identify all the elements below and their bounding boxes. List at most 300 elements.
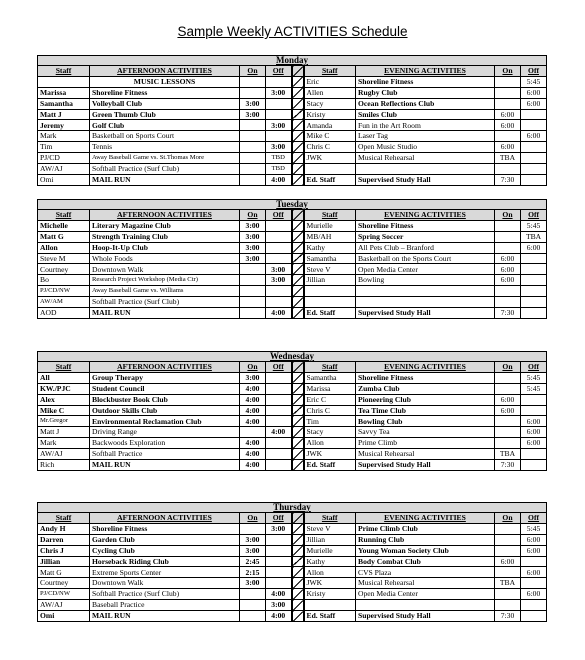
staff-cell: Eric — [304, 76, 356, 87]
separator — [292, 87, 304, 98]
off-time-cell — [266, 416, 292, 427]
staff-header: Staff — [304, 513, 356, 524]
evening-activity-cell: Open Media Center — [356, 264, 495, 275]
on-time-cell — [240, 589, 266, 600]
separator — [292, 76, 304, 87]
on-time-cell — [240, 427, 266, 438]
table-row — [38, 427, 547, 438]
staff-cell: Amanda — [304, 120, 356, 131]
table-row — [38, 98, 547, 109]
table-row — [38, 253, 547, 264]
monday-table — [37, 55, 547, 186]
off-time-cell — [521, 297, 547, 308]
day-header-row — [38, 503, 547, 513]
separator — [292, 611, 304, 622]
staff-cell: Marissa — [38, 87, 90, 98]
off-time-cell: 4:00 — [266, 308, 292, 319]
staff-cell: Kristy — [304, 589, 356, 600]
evening-activity-cell: Prime Climb — [356, 438, 495, 449]
off-time-cell — [266, 394, 292, 405]
staff-cell: Samantha — [304, 253, 356, 264]
off-time-cell — [521, 578, 547, 589]
off-time-cell: 3:00 — [266, 264, 292, 275]
evening-header: EVENING ACTIVITIES — [356, 362, 495, 373]
on-time-cell — [495, 164, 521, 175]
on-time-cell: 6:00 — [495, 394, 521, 405]
afternoon-activity-cell: Backwoods Exploration — [90, 438, 240, 449]
table-row — [38, 220, 547, 231]
separator — [292, 142, 304, 153]
column-header-row — [38, 66, 547, 77]
evening-header: EVENING ACTIVITIES — [356, 513, 495, 524]
evening-activity-cell: All Pets Club – Branford — [356, 242, 495, 253]
table-row — [38, 109, 547, 120]
afternoon-activity-cell: Literary Magazine Club — [90, 220, 240, 231]
on-time-cell: 7:30 — [495, 308, 521, 319]
day-header-row — [38, 56, 547, 66]
off-time-cell — [266, 383, 292, 394]
separator — [292, 394, 304, 405]
on-time-cell: TBA — [495, 578, 521, 589]
staff-cell: Ed. Staff — [304, 174, 356, 185]
on-header: On — [495, 362, 521, 373]
afternoon-activity-cell: Garden Club — [90, 534, 240, 545]
afternoon-activity-cell: MAIL RUN — [90, 460, 240, 471]
on-time-cell: 6:00 — [495, 405, 521, 416]
on-time-cell: 6:00 — [495, 275, 521, 286]
on-header: On — [240, 362, 266, 373]
off-time-cell: 5:45 — [521, 76, 547, 87]
on-time-cell — [240, 142, 266, 153]
evening-activity-cell: Shoreline Fitness — [356, 76, 495, 87]
separator — [292, 297, 304, 308]
on-time-cell: 6:00 — [495, 556, 521, 567]
off-header: Off — [266, 210, 292, 221]
staff-cell: Jillian — [304, 275, 356, 286]
off-time-cell: 6:00 — [521, 438, 547, 449]
off-time-cell — [521, 600, 547, 611]
on-time-cell: 3:00 — [240, 242, 266, 253]
on-time-cell — [240, 153, 266, 164]
table-row — [38, 394, 547, 405]
on-time-cell — [495, 567, 521, 578]
off-time-cell — [266, 98, 292, 109]
on-time-cell — [495, 297, 521, 308]
on-time-cell — [240, 164, 266, 175]
on-time-cell — [240, 308, 266, 319]
off-time-cell: 4:00 — [266, 427, 292, 438]
staff-cell — [304, 600, 356, 611]
day-name: Wednesday — [38, 352, 547, 362]
separator — [292, 567, 304, 578]
staff-cell: Steve V — [304, 523, 356, 534]
thursday-table — [37, 502, 547, 622]
staff-cell: Steve M — [38, 253, 90, 264]
off-time-cell — [266, 231, 292, 242]
staff-cell: Rich — [38, 460, 90, 471]
staff-cell: Mr.Gregor — [38, 416, 90, 427]
on-time-cell: 6:00 — [495, 253, 521, 264]
staff-cell: Mike C — [304, 131, 356, 142]
separator — [292, 66, 304, 77]
off-time-cell: 6:00 — [521, 98, 547, 109]
afternoon-activity-cell: MAIL RUN — [90, 174, 240, 185]
separator — [292, 600, 304, 611]
off-time-cell — [266, 438, 292, 449]
separator — [292, 264, 304, 275]
table-row — [38, 231, 547, 242]
staff-cell: AOD — [38, 308, 90, 319]
table-row — [38, 286, 547, 297]
separator — [292, 405, 304, 416]
separator — [292, 578, 304, 589]
table-row — [38, 545, 547, 556]
separator — [292, 275, 304, 286]
on-time-cell: TBA — [495, 449, 521, 460]
on-time-cell — [495, 589, 521, 600]
table-row — [38, 523, 547, 534]
staff-cell: Bo — [38, 275, 90, 286]
afternoon-activity-cell: Horseback Riding Club — [90, 556, 240, 567]
staff-header: Staff — [304, 66, 356, 77]
off-time-cell: 4:00 — [266, 174, 292, 185]
staff-cell: All — [38, 372, 90, 383]
staff-cell: Matt J — [38, 427, 90, 438]
afternoon-activity-cell: Golf Club — [90, 120, 240, 131]
evening-activity-cell: Supervised Study Hall — [356, 460, 495, 471]
staff-cell: AW/AM — [38, 297, 90, 308]
on-time-cell — [495, 76, 521, 87]
staff-cell: Ed. Staff — [304, 460, 356, 471]
off-time-cell: TBD — [266, 164, 292, 175]
staff-cell: Ed. Staff — [304, 611, 356, 622]
off-time-cell: 6:00 — [521, 87, 547, 98]
table-row — [38, 131, 547, 142]
staff-cell: Chris C — [304, 405, 356, 416]
on-time-cell — [495, 600, 521, 611]
on-time-cell: 4:00 — [240, 416, 266, 427]
on-time-cell: 3:00 — [240, 545, 266, 556]
afternoon-activity-cell: Blockbuster Book Club — [90, 394, 240, 405]
on-time-cell: 3:00 — [240, 578, 266, 589]
separator — [292, 286, 304, 297]
afternoon-header: AFTERNOON ACTIVITIES — [90, 513, 240, 524]
off-header: Off — [521, 210, 547, 221]
table-row — [38, 556, 547, 567]
on-time-cell: 4:00 — [240, 460, 266, 471]
afternoon-activity-cell: Downtown Walk — [90, 578, 240, 589]
column-header-row — [38, 210, 547, 221]
afternoon-activity-cell: Strength Training Club — [90, 231, 240, 242]
evening-header: EVENING ACTIVITIES — [356, 66, 495, 77]
staff-cell: Matt J — [38, 109, 90, 120]
staff-cell: Chris J — [38, 545, 90, 556]
evening-activity-cell: Zumba Club — [356, 383, 495, 394]
staff-cell — [38, 76, 90, 87]
off-time-cell: 6:00 — [521, 427, 547, 438]
table-row — [38, 76, 547, 87]
staff-cell: JWK — [304, 578, 356, 589]
evening-activity-cell: Shoreline Fitness — [356, 372, 495, 383]
separator — [292, 109, 304, 120]
on-header: On — [495, 513, 521, 524]
wednesday-table — [37, 351, 547, 471]
on-time-cell: 7:30 — [495, 460, 521, 471]
on-time-cell — [240, 87, 266, 98]
separator — [292, 308, 304, 319]
on-time-cell: 4:00 — [240, 405, 266, 416]
afternoon-activity-cell: Outdoor Skills Club — [90, 405, 240, 416]
staff-cell: Alex — [38, 394, 90, 405]
on-time-cell — [495, 534, 521, 545]
table-row — [38, 416, 547, 427]
staff-cell: Kristy — [304, 109, 356, 120]
staff-cell: Kathy — [304, 556, 356, 567]
afternoon-activity-cell: MUSIC LESSONS — [90, 76, 240, 87]
afternoon-activity-cell: Extreme Sports Center — [90, 567, 240, 578]
table-row — [38, 297, 547, 308]
off-time-cell — [521, 253, 547, 264]
separator — [292, 174, 304, 185]
separator — [292, 253, 304, 264]
column-header-row — [38, 513, 547, 524]
on-time-cell: 2:45 — [240, 556, 266, 567]
on-time-cell: 6:00 — [495, 264, 521, 275]
off-time-cell: 4:00 — [266, 611, 292, 622]
off-time-cell: 3:00 — [266, 275, 292, 286]
on-time-cell — [495, 427, 521, 438]
off-time-cell — [266, 109, 292, 120]
evening-activity-cell: Laser Tag — [356, 131, 495, 142]
off-time-cell — [521, 109, 547, 120]
on-time-cell: 3:00 — [240, 231, 266, 242]
on-time-cell — [495, 286, 521, 297]
staff-header: Staff — [38, 362, 90, 373]
evening-activity-cell — [356, 164, 495, 175]
afternoon-activity-cell: Student Council — [90, 383, 240, 394]
table-row — [38, 308, 547, 319]
on-time-cell: 2:15 — [240, 567, 266, 578]
off-time-cell — [266, 567, 292, 578]
staff-cell: Chris C — [304, 142, 356, 153]
separator — [292, 556, 304, 567]
off-time-cell — [266, 578, 292, 589]
afternoon-activity-cell: Hoop-It-Up Club — [90, 242, 240, 253]
staff-cell: Courtney — [38, 578, 90, 589]
off-time-cell — [521, 142, 547, 153]
staff-cell: AW/AJ — [38, 449, 90, 460]
table-row — [38, 153, 547, 164]
off-header: Off — [266, 513, 292, 524]
afternoon-activity-cell: MAIL RUN — [90, 611, 240, 622]
separator — [292, 220, 304, 231]
on-time-cell: 3:00 — [240, 253, 266, 264]
evening-activity-cell: Ocean Reflections Club — [356, 98, 495, 109]
off-header: Off — [266, 362, 292, 373]
table-row — [38, 438, 547, 449]
afternoon-header: AFTERNOON ACTIVITIES — [90, 362, 240, 373]
on-time-cell — [240, 174, 266, 185]
evening-activity-cell: Pioneering Club — [356, 394, 495, 405]
off-time-cell: 5:45 — [521, 383, 547, 394]
on-time-cell — [240, 264, 266, 275]
off-time-cell: 3:00 — [266, 600, 292, 611]
separator — [292, 210, 304, 221]
separator — [292, 362, 304, 373]
table-row — [38, 460, 547, 471]
off-header: Off — [521, 362, 547, 373]
staff-cell: Steve V — [304, 264, 356, 275]
separator — [292, 98, 304, 109]
off-time-cell: 6:00 — [521, 534, 547, 545]
separator — [292, 120, 304, 131]
off-time-cell: 6:00 — [521, 589, 547, 600]
staff-cell — [304, 297, 356, 308]
table-row — [38, 264, 547, 275]
tuesday-table — [37, 199, 547, 319]
table-row — [38, 275, 547, 286]
on-time-cell — [495, 242, 521, 253]
off-time-cell — [266, 286, 292, 297]
evening-activity-cell — [356, 600, 495, 611]
evening-activity-cell: Young Woman Society Club — [356, 545, 495, 556]
on-time-cell: 6:00 — [495, 109, 521, 120]
evening-activity-cell: Smiles Club — [356, 109, 495, 120]
off-time-cell — [521, 264, 547, 275]
table-row — [38, 589, 547, 600]
off-time-cell: 6:00 — [521, 416, 547, 427]
evening-activity-cell: Supervised Study Hall — [356, 174, 495, 185]
evening-activity-cell: CVS Plaza — [356, 567, 495, 578]
on-time-cell — [495, 231, 521, 242]
staff-cell: Ed. Staff — [304, 308, 356, 319]
staff-cell: Jillian — [304, 534, 356, 545]
off-time-cell: 6:00 — [521, 545, 547, 556]
on-time-cell — [495, 545, 521, 556]
separator — [292, 231, 304, 242]
on-time-cell: 7:30 — [495, 611, 521, 622]
table-row — [38, 87, 547, 98]
on-time-cell: TBA — [495, 153, 521, 164]
off-time-cell — [521, 286, 547, 297]
table-row — [38, 164, 547, 175]
staff-cell: Mark — [38, 438, 90, 449]
afternoon-activity-cell: Away Baseball Game vs. St.Thomas More — [90, 153, 240, 164]
separator — [292, 449, 304, 460]
afternoon-activity-cell: Volleyball Club — [90, 98, 240, 109]
afternoon-activity-cell: Softball Practice (Surf Club) — [90, 164, 240, 175]
off-header: Off — [266, 66, 292, 77]
on-time-cell — [495, 383, 521, 394]
afternoon-activity-cell: Shoreline Fitness — [90, 523, 240, 534]
afternoon-activity-cell: Basketball on Sports Court — [90, 131, 240, 142]
on-time-cell — [240, 120, 266, 131]
table-row — [38, 174, 547, 185]
separator — [292, 372, 304, 383]
staff-header: Staff — [38, 66, 90, 77]
on-time-cell: 7:30 — [495, 174, 521, 185]
afternoon-activity-cell: Softball Practice (Surf Club) — [90, 297, 240, 308]
off-time-cell: 4:00 — [266, 589, 292, 600]
staff-cell: PJ/CD/NW — [38, 589, 90, 600]
table-row — [38, 142, 547, 153]
day-name: Tuesday — [38, 200, 547, 210]
on-time-cell: 4:00 — [240, 449, 266, 460]
on-time-cell: 3:00 — [240, 98, 266, 109]
afternoon-activity-cell: Whole Foods — [90, 253, 240, 264]
staff-cell: Andy H — [38, 523, 90, 534]
separator — [292, 153, 304, 164]
on-time-cell — [240, 76, 266, 87]
off-time-cell — [266, 405, 292, 416]
afternoon-activity-cell: Softball Practice (Surf Club) — [90, 589, 240, 600]
on-time-cell — [495, 372, 521, 383]
staff-cell: Allon — [38, 242, 90, 253]
off-time-cell — [521, 394, 547, 405]
staff-cell: Kathy — [304, 242, 356, 253]
off-time-cell: 3:00 — [266, 523, 292, 534]
staff-cell: Samantha — [38, 98, 90, 109]
on-header: On — [240, 513, 266, 524]
on-time-cell — [240, 600, 266, 611]
off-time-cell — [266, 131, 292, 142]
day-header-row — [38, 352, 547, 362]
on-time-cell: 3:00 — [240, 534, 266, 545]
on-time-cell: 4:00 — [240, 438, 266, 449]
day-name: Thursday — [38, 503, 547, 513]
on-header: On — [240, 210, 266, 221]
off-time-cell — [521, 153, 547, 164]
off-time-cell — [521, 449, 547, 460]
separator — [292, 513, 304, 524]
staff-cell: JWK — [304, 153, 356, 164]
table-row — [38, 383, 547, 394]
on-header: On — [240, 66, 266, 77]
staff-cell: Stacy — [304, 98, 356, 109]
staff-header: Staff — [304, 362, 356, 373]
page-title: Sample Weekly ACTIVITIES Schedule — [177, 24, 408, 39]
off-time-cell — [521, 275, 547, 286]
staff-cell: Murielle — [304, 220, 356, 231]
staff-cell: Stacy — [304, 427, 356, 438]
table-row — [38, 405, 547, 416]
staff-cell: Courtney — [38, 264, 90, 275]
staff-cell: Marissa — [304, 383, 356, 394]
day-header-row — [38, 200, 547, 210]
separator — [292, 131, 304, 142]
on-time-cell: 6:00 — [495, 120, 521, 131]
staff-cell: Allen — [304, 87, 356, 98]
off-header: Off — [521, 513, 547, 524]
afternoon-activity-cell: Away Baseball Game vs. Williams — [90, 286, 240, 297]
staff-cell: Tim — [304, 416, 356, 427]
staff-cell: Matt G — [38, 231, 90, 242]
on-time-cell: 4:00 — [240, 394, 266, 405]
on-time-cell — [495, 220, 521, 231]
staff-cell — [304, 286, 356, 297]
off-time-cell — [266, 242, 292, 253]
on-time-cell — [240, 286, 266, 297]
off-time-cell: TBD — [266, 153, 292, 164]
separator — [292, 523, 304, 534]
evening-activity-cell: Open Music Studio — [356, 142, 495, 153]
on-time-cell: 3:00 — [240, 372, 266, 383]
evening-activity-cell: Basketball on the Sports Court — [356, 253, 495, 264]
table-row — [38, 120, 547, 131]
off-time-cell: 6:00 — [521, 131, 547, 142]
off-time-cell — [266, 534, 292, 545]
afternoon-activity-cell: Downtown Walk — [90, 264, 240, 275]
